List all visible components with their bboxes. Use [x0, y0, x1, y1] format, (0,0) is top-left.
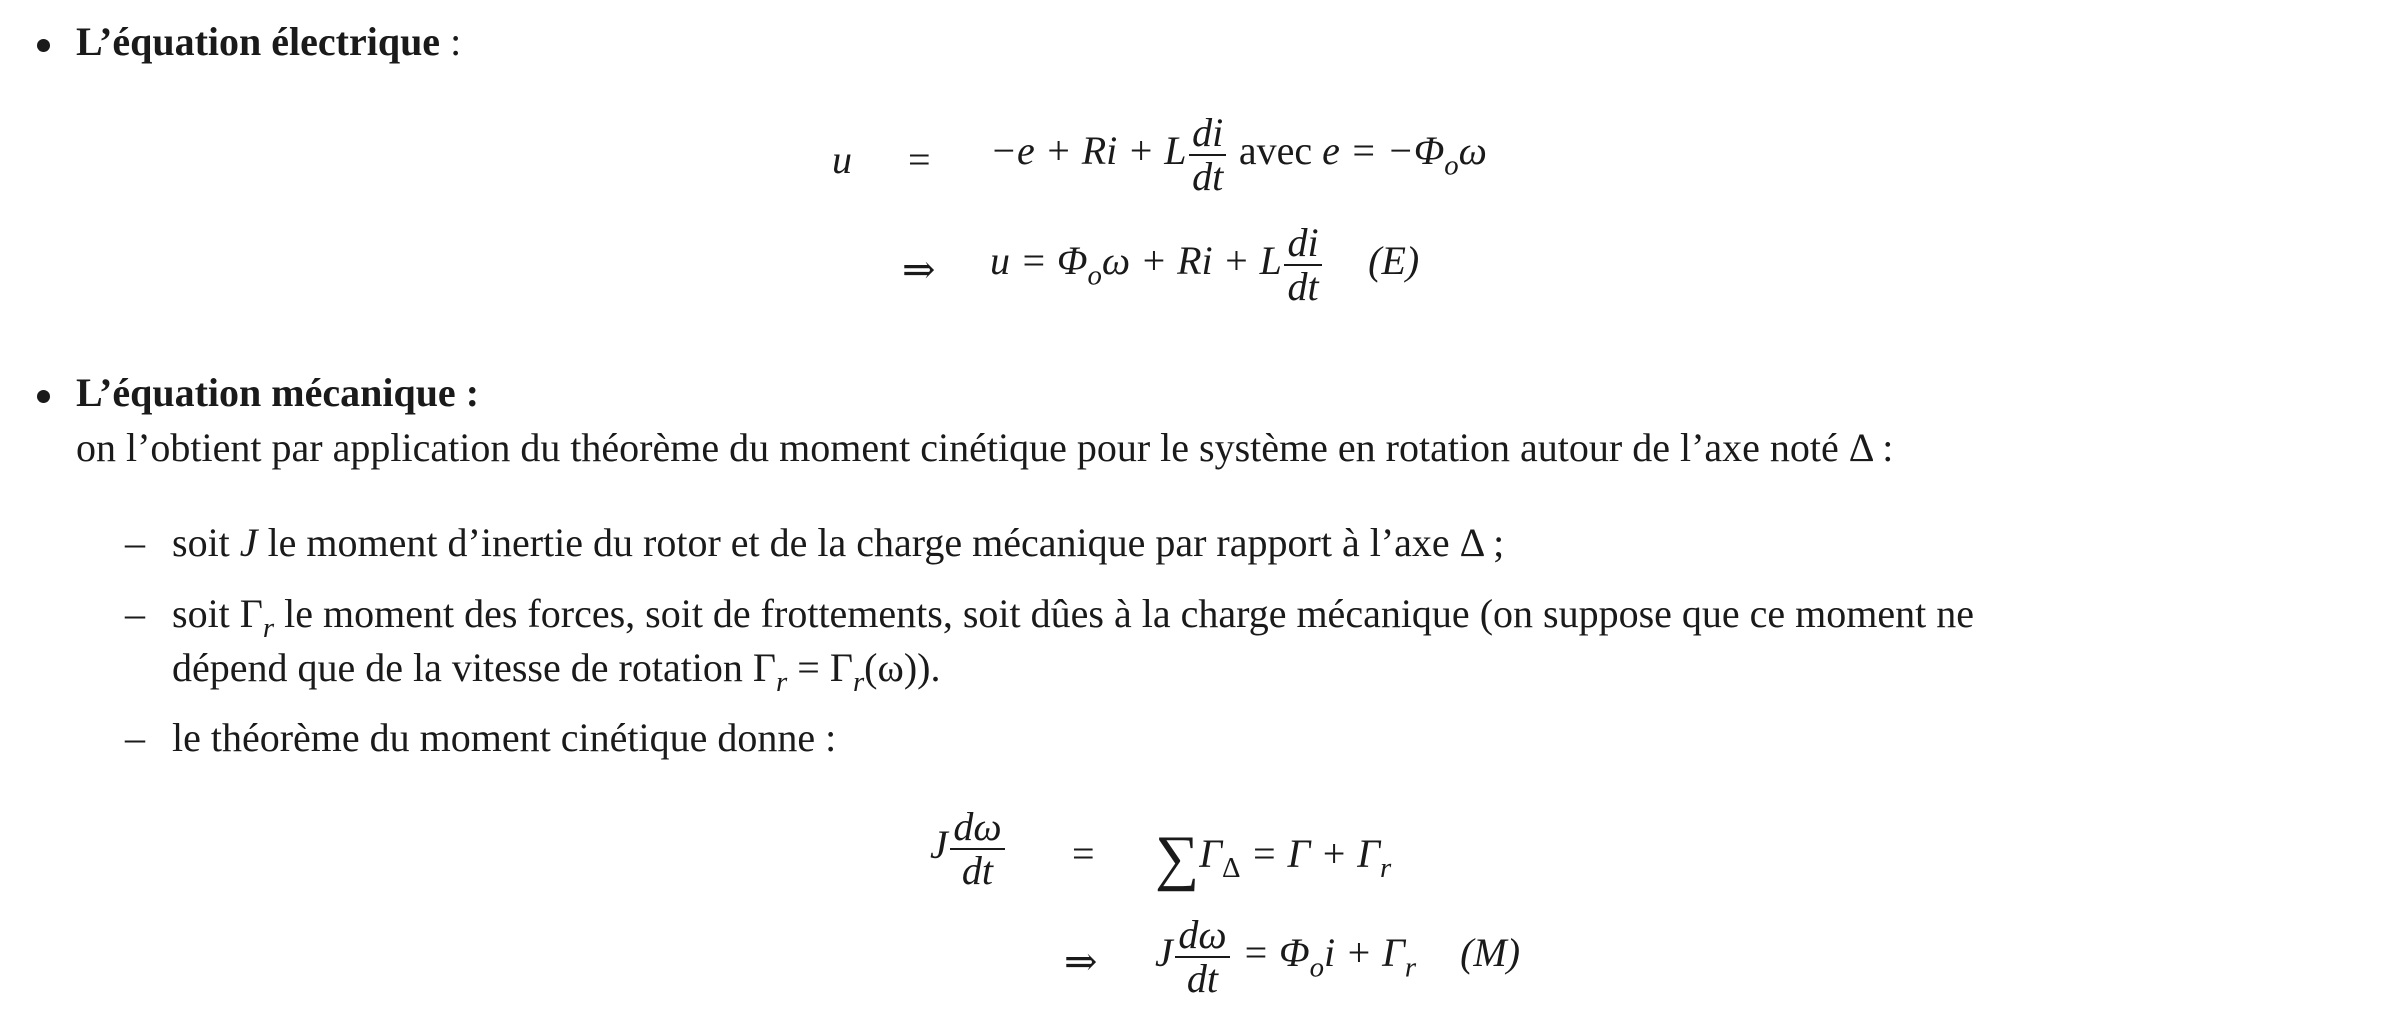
eq2-tag: (E): [1368, 238, 1420, 284]
heading-text: L’équation électrique: [76, 19, 441, 64]
eq4-rel: ⇒: [1064, 939, 1098, 984]
eq3-J: J: [930, 822, 948, 868]
eq2-fraction: [1284, 222, 1322, 308]
item2-line1-post: le moment des forces, soit de frottements, soit dûes à la charge mécanique (on suppose que ce moment ne: [274, 591, 1975, 636]
eq2-rhs-mid: ω + Ri + L: [1101, 238, 1282, 284]
section2-intro: on l’obtient par application du théorème du moment cinétique pour le système en rotation autour de l’axe noté Δ :: [76, 425, 1894, 470]
list-item-3: le théorème du moment cinétique donne :: [172, 715, 837, 760]
eq4-frac-num: dω: [1175, 914, 1230, 958]
bullet-1: [37, 39, 50, 52]
eq2-frac-num: di: [1284, 222, 1322, 266]
eq4-fraction: [1175, 914, 1230, 1000]
eq4-rhs-mid: i + Γ: [1324, 930, 1405, 976]
eq4-sub-o: o: [1309, 951, 1325, 984]
eq1-rhs-end: ω: [1458, 128, 1487, 174]
item1-pre: soit: [172, 520, 240, 565]
equation-mechanical-1-lhs: [930, 806, 1007, 892]
eq3-fraction: [950, 806, 1005, 892]
eq3-rhs-pre: Γ: [1199, 831, 1222, 876]
eq1-lhs: u: [832, 137, 852, 182]
eq4-sub-r: r: [1404, 951, 1417, 984]
eq1-rel: =: [908, 137, 931, 182]
item2-line2-sub2: r: [852, 666, 865, 699]
section-heading-mecanique: L’équation mécanique :: [76, 370, 480, 415]
eq3-sum: ∑: [1155, 824, 1200, 893]
list-dash-2: –: [125, 591, 145, 636]
item2-pre: soit Γ: [172, 591, 263, 636]
list-item-2-line2: [172, 644, 940, 699]
eq1-frac-den: dt: [1192, 154, 1224, 199]
eq2-rhs-pre: u = Φ: [990, 238, 1088, 284]
item2-sub: r: [262, 612, 275, 645]
eq3-frac-den: dt: [961, 848, 994, 893]
heading-suffix: :: [440, 19, 462, 64]
item1-sym: J: [239, 520, 258, 565]
equation-mechanical-1-rhs: [1155, 824, 1392, 893]
item2-line2-pre: dépend que de la vitesse de rotation Γ: [172, 645, 777, 690]
list-dash-1: –: [125, 520, 145, 565]
eq3-frac-num: dω: [950, 806, 1005, 850]
eq3-rhs-mid: = Γ + Γ: [1240, 831, 1380, 876]
eq1-rhs-post: e = −Φ: [1322, 128, 1445, 174]
list-dash-3: –: [125, 715, 145, 760]
eq3-sub-r: r: [1380, 852, 1392, 885]
eq4-rhs-pre: = Φ: [1232, 930, 1310, 976]
list-item-2-line1: [172, 590, 1974, 645]
item2-line2-end: (ω)).: [864, 645, 941, 690]
eq3-sub-delta: Δ: [1221, 852, 1241, 885]
eq4-tag: (M): [1460, 930, 1521, 976]
equation-mechanical-2: [1155, 914, 1520, 1000]
eq4-J: J: [1155, 930, 1173, 976]
eq1-rhs-pre: −e + Ri + L: [990, 128, 1187, 174]
eq1-avec: avec: [1228, 128, 1323, 174]
eq1-frac-num: di: [1189, 112, 1227, 156]
equation-electrical-1: [990, 112, 1487, 198]
equation-electrical-2: [990, 222, 1419, 308]
eq1-fraction: [1189, 112, 1227, 198]
eq2-frac-den: dt: [1287, 264, 1319, 309]
bullet-2: [37, 390, 50, 403]
list-item-1: [172, 519, 1504, 566]
section-heading-electrique: [76, 18, 461, 65]
eq4-frac-den: dt: [1186, 956, 1219, 1001]
item1-post: le moment d’inertie du rotor et de la charge mécanique par rapport à l’axe Δ ;: [257, 520, 1505, 565]
item2-line2-mid: = Γ: [787, 645, 853, 690]
eq2-rel: ⇒: [902, 247, 936, 292]
eq1-sub: o: [1444, 149, 1459, 182]
eq2-sub: o: [1087, 259, 1102, 292]
eq3-rel: =: [1072, 831, 1095, 876]
item2-line2-sub1: r: [776, 666, 788, 699]
